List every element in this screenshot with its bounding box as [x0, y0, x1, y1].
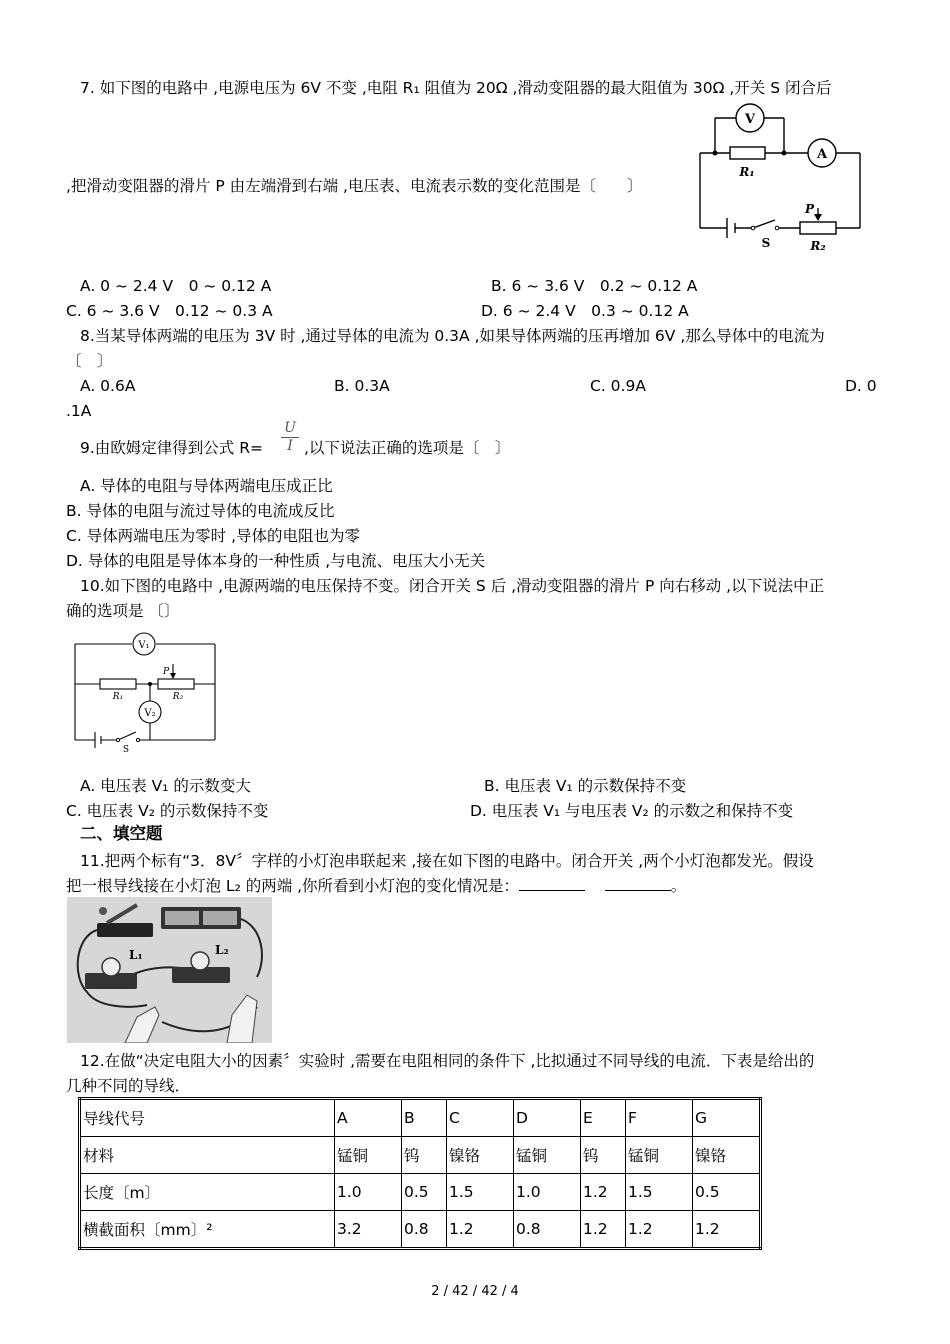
q7-fig-p-label: P	[805, 202, 815, 216]
table-cell: 横截面积〔mm〕²	[80, 1211, 335, 1249]
table-cell: 1.2	[626, 1211, 693, 1249]
q11-fig-l1-label: L₁	[129, 948, 143, 962]
q8-option-d-cont: .1A	[66, 402, 92, 420]
table-cell: 0.5	[693, 1174, 761, 1211]
table-cell: 0.8	[402, 1211, 447, 1249]
table-row	[80, 1099, 761, 1137]
q8-stem-line2: 〔 〕	[66, 352, 113, 370]
table-cell: 长度〔m〕	[80, 1174, 335, 1211]
q10-fig-v1-label: V₁	[138, 640, 150, 651]
table-cell: 1.5	[447, 1174, 514, 1211]
q10-option-d: D. 电压表 V₁ 与电压表 V₂ 的示数之和保持不变	[470, 802, 794, 820]
table-cell: E	[581, 1099, 626, 1137]
table-cell: 锰铜	[626, 1137, 693, 1174]
table-cell: 锰铜	[335, 1137, 402, 1174]
table-cell: 0.5	[402, 1174, 447, 1211]
section-title-fill-in: 二、填空题	[80, 824, 163, 843]
table-cell: 1.0	[335, 1174, 402, 1211]
table-cell: 1.2	[581, 1174, 626, 1211]
q8-stem-line1: 8.当某导体两端的电压为 3V 时 ,通过导体的电流为 0.3A ,如果导体两端的压再增加 6V ,那么导体中的电流为	[80, 327, 825, 345]
table-cell: B	[402, 1099, 447, 1137]
table-cell: D	[514, 1099, 581, 1137]
q8-option-b: B. 0.3A	[334, 377, 390, 395]
table-cell: C	[447, 1099, 514, 1137]
q7-circuit-diagram	[695, 100, 875, 255]
q8-option-c: C. 0.9A	[590, 377, 646, 395]
q11-stem-line2-text: 把一根导线接在小灯泡 L₂ 的两端 ,你所看到小灯泡的变化情况是：	[66, 877, 520, 895]
q7-fig-ammeter-label: A	[816, 147, 828, 162]
q11-answer-blank-1[interactable]	[519, 876, 585, 891]
table-cell: F	[626, 1099, 693, 1137]
q9-option-c: C. 导体两端电压为零时 ,导体的电阻也为零	[66, 527, 361, 545]
table-cell: 1.2	[581, 1211, 626, 1249]
q10-fig-r2-label: R₂	[172, 692, 184, 702]
q7-option-d: D. 6 ~ 2.4 V 0.3 ~ 0.12 A	[481, 302, 689, 320]
q11-stem-line2-end: 。	[670, 877, 687, 895]
q10-circuit-diagram	[70, 628, 220, 753]
q8-option-d: D. 0	[845, 377, 877, 395]
q9-option-d: D. 导体的电阻是导体本身的一种性质 ,与电流、电压大小无关	[66, 552, 486, 570]
q8-option-a: A. 0.6A	[80, 377, 136, 395]
q7-stem-line1: 7. 如下图的电路中 ,电源电压为 6V 不变 ,电阻 R₁ 阻值为 20Ω ,滑动变阻器的最大阻值为 30Ω ,开关 S 闭合后	[80, 79, 832, 97]
q12-wire-table	[78, 1097, 762, 1250]
q12-stem-line1: 12.在做“决定电阻大小的因素〞实验时 ,需要在电阻相同的条件下 ,比拟通过不同导线的电流．下表是给出的	[80, 1052, 815, 1070]
q7-fig-s-label: S	[761, 236, 771, 250]
q7-fig-voltmeter-label: V	[744, 112, 756, 127]
q10-option-a: A. 电压表 V₁ 的示数变大	[80, 777, 251, 795]
q10-fig-v2-label: V₂	[144, 708, 156, 719]
q11-stem-line1: 11.把两个标有“3．8V〞字样的小灯泡串联起来 ,接在如下图的电路中。闭合开关 ,两个小灯泡都发光。假设	[80, 852, 814, 870]
table-row	[80, 1174, 761, 1211]
q11-stem-line2	[66, 876, 686, 896]
table-cell: 钨	[581, 1137, 626, 1174]
q9-option-b: B. 导体的电阻与流过导体的电流成反比	[66, 502, 335, 520]
q7-option-a: A. 0 ~ 2.4 V 0 ~ 0.12 A	[80, 277, 272, 295]
q10-fig-s-label: S	[122, 745, 130, 753]
q7-stem-line2: ,把滑动变阻器的滑片 P 由左端滑到右端 ,电压表、电流表示数的变化范围是〔 〕	[66, 177, 643, 195]
table-cell: 1.2	[693, 1211, 761, 1249]
q11-apparatus-photo	[67, 897, 272, 1043]
q9-fraction	[279, 420, 301, 455]
q10-stem-line1: 10.如下图的电路中 ,电源两端的电压保持不变。闭合开关 S 后 ,滑动变阻器的滑片 P 向右移动 ,以下说法中正	[80, 577, 825, 595]
table-row	[80, 1137, 761, 1174]
q7-fig-r2-label: R₂	[810, 239, 826, 253]
q9-option-a: A. 导体的电阻与导体两端电压成正比	[80, 477, 333, 495]
q10-option-c: C. 电压表 V₂ 的示数保持不变	[66, 802, 269, 820]
q10-fig-p-label: P	[163, 667, 170, 677]
q10-stem-line2: 确的选项是 〔〕	[66, 602, 180, 620]
table-cell: 1.2	[447, 1211, 514, 1249]
table-cell: 锰铜	[514, 1137, 581, 1174]
table-cell: 镍铬	[693, 1137, 761, 1174]
table-cell: 3.2	[335, 1211, 402, 1249]
table-cell: 1.0	[514, 1174, 581, 1211]
q10-fig-r1-label: R₁	[112, 692, 124, 702]
table-cell: 导线代号	[80, 1099, 335, 1137]
table-cell: A	[335, 1099, 402, 1137]
q12-stem-line2: 几种不同的导线．	[66, 1077, 191, 1095]
q7-option-b: B. 6 ~ 3.6 V 0.2 ~ 0.12 A	[491, 277, 698, 295]
q11-fig-l2-label: L₂	[215, 943, 229, 957]
q7-fig-r1-label: R₁	[739, 165, 755, 179]
q9-fraction-denominator: I	[287, 438, 293, 454]
q7-option-c: C. 6 ~ 3.6 V 0.12 ~ 0.3 A	[66, 302, 273, 320]
table-cell: 材料	[80, 1137, 335, 1174]
table-cell: 钨	[402, 1137, 447, 1174]
table-cell: G	[693, 1099, 761, 1137]
table-cell: 1.5	[626, 1174, 693, 1211]
q9-stem-post: ,以下说法正确的选项是〔 〕	[304, 439, 511, 457]
q9-stem-pre: 9.由欧姆定律得到公式 R=	[80, 439, 263, 457]
table-cell: 镍铬	[447, 1137, 514, 1174]
q10-option-b: B. 电压表 V₁ 的示数保持不变	[484, 777, 687, 795]
q11-answer-blank-2[interactable]	[605, 876, 671, 891]
page-number: 2 / 42 / 42 / 4	[431, 1284, 519, 1299]
q9-fraction-numerator: U	[284, 420, 296, 436]
table-row	[80, 1211, 761, 1249]
table-cell: 0.8	[514, 1211, 581, 1249]
